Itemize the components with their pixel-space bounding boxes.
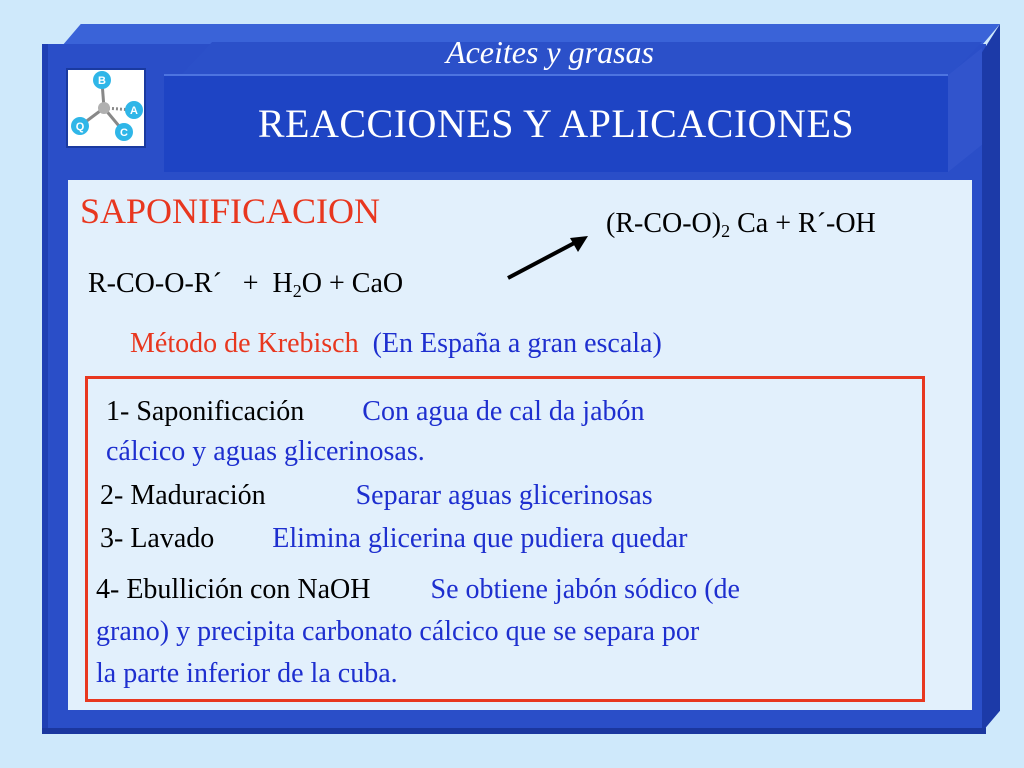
- step-4-desc: Se obtiene jabón sódico (de: [430, 574, 740, 605]
- reactant-part1: R-CO-O-R´ + H: [88, 268, 293, 299]
- step-1-desc: Con agua de cal da jabón: [362, 396, 645, 427]
- step-3-label: 3- Lavado: [100, 523, 215, 554]
- atom-label-c: C: [120, 127, 128, 139]
- reactant-subscript: 2: [292, 281, 302, 301]
- step-3-desc: Elimina glicerina que pudiera quedar: [272, 523, 688, 554]
- step-1: [106, 392, 645, 432]
- step-3: [100, 519, 687, 559]
- reaction-product: [606, 206, 876, 249]
- method-name: Método de Krebisch: [130, 328, 359, 359]
- atom-label-b: B: [98, 75, 106, 87]
- atom-label-q: Q: [75, 121, 85, 133]
- step-4-label: 4- Ebullición con NaOH: [96, 574, 371, 605]
- frame-right-bevel: [982, 24, 1000, 732]
- method-note: (En España a gran escala): [372, 328, 662, 359]
- step-2-desc: Separar aguas glicerinosas: [355, 480, 653, 511]
- product-subscript: 2: [721, 221, 731, 241]
- step-2-label: 2- Maduración: [100, 480, 266, 511]
- reaction-reactants: [88, 266, 403, 309]
- product-part2: Ca + R´-OH: [730, 208, 876, 239]
- section-heading: SAPONIFICACION: [80, 191, 381, 231]
- step-4-desc-cont: grano) y precipita carbonato cálcico que se separa por: [96, 616, 700, 647]
- molecule-icon-svg: [68, 70, 144, 146]
- molecule-logo-icon: [66, 68, 146, 148]
- step-1-desc-cont: cálcico y aguas glicerinosas.: [106, 436, 425, 467]
- reactant-part2: O + CaO: [301, 268, 404, 299]
- step-1-label: 1- Saponificación: [106, 396, 305, 427]
- method-line: [130, 326, 662, 362]
- slide-title: REACCIONES Y APLICACIONES: [257, 101, 855, 146]
- atom-label-a: A: [130, 105, 138, 117]
- slide-subtitle: Aceites y grasas: [446, 34, 654, 70]
- reaction-arrow-icon: [500, 228, 596, 284]
- step-2: [100, 476, 653, 516]
- frame-bottom-edge: [42, 728, 986, 734]
- frame-left-edge: [42, 44, 48, 734]
- product-part1: (R-CO-O): [606, 208, 722, 239]
- step-4-desc-cont2: la parte inferior de la cuba.: [96, 658, 398, 689]
- step-4: [96, 570, 740, 610]
